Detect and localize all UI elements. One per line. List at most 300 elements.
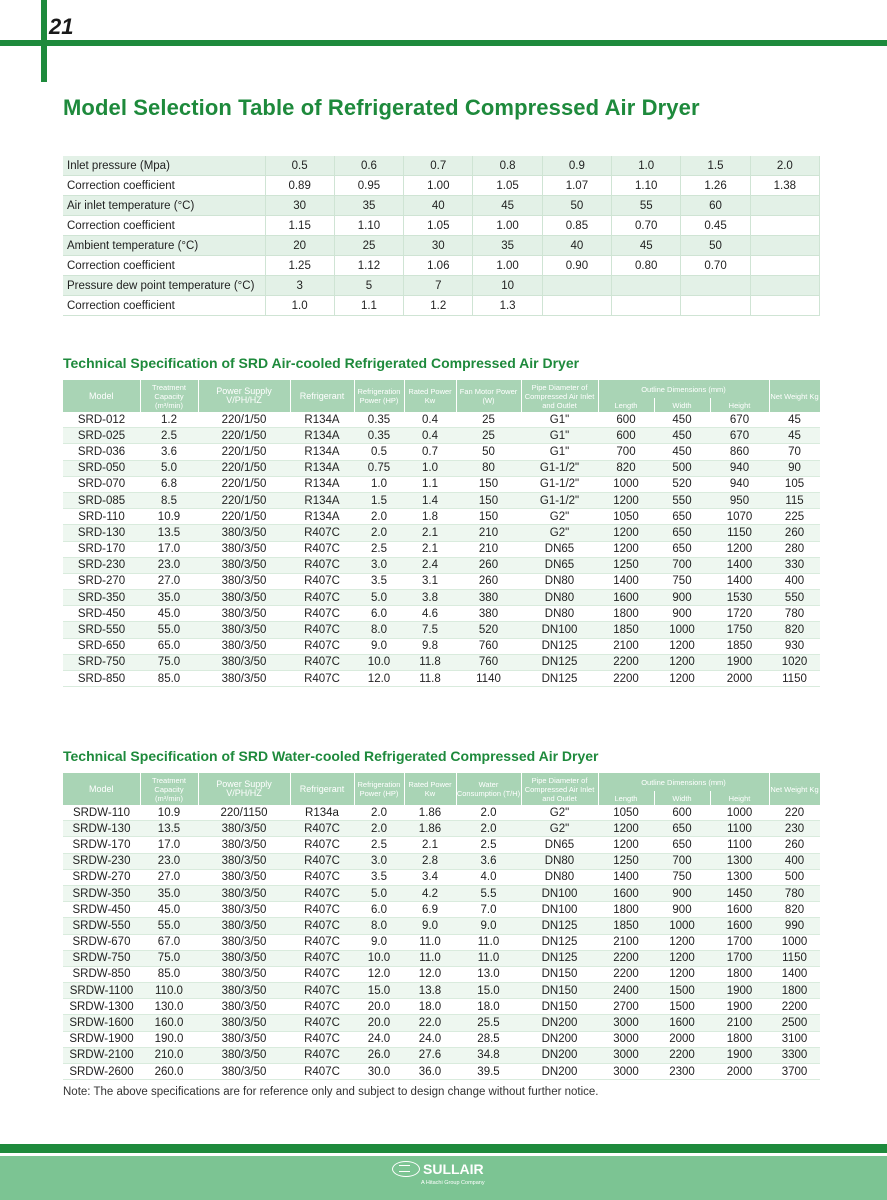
table-cell: SRD-012 (63, 412, 140, 428)
table-cell: DN65 (521, 557, 598, 573)
table-cell: 1200 (598, 541, 654, 557)
table-cell: 2.8 (404, 853, 456, 869)
table-cell: 3.0 (354, 853, 404, 869)
table-cell: SRDW-1100 (63, 983, 140, 999)
table-cell: 1300 (710, 869, 769, 885)
table-cell: 1100 (710, 837, 769, 853)
table-cell: 3000 (598, 1031, 654, 1047)
table-cell: 1400 (769, 966, 820, 982)
correction-cell: 0.90 (542, 256, 611, 276)
table-cell: DN125 (521, 638, 598, 654)
table-cell: 1800 (598, 606, 654, 622)
table-cell: 670 (710, 428, 769, 444)
correction-cell (681, 296, 750, 316)
table-cell: 380/3/50 (198, 1015, 290, 1031)
table-cell: 220 (769, 805, 820, 821)
table-cell: 670 (710, 412, 769, 428)
table-cell: 380/3/50 (198, 654, 290, 670)
correction-cell: 5 (334, 276, 403, 296)
table-cell: 2.4 (404, 557, 456, 573)
correction-cell: 1.26 (681, 176, 750, 196)
table-cell: R407C (290, 853, 354, 869)
table-cell: 1000 (598, 476, 654, 492)
table-cell: 2.1 (404, 525, 456, 541)
table-cell: 1400 (710, 573, 769, 589)
table-cell: 210 (456, 525, 521, 541)
table-cell: 220/1/50 (198, 444, 290, 460)
table-cell: 11.8 (404, 654, 456, 670)
col-refrigeration-power: Refrigeration Power (HP) (354, 380, 404, 412)
correction-row (63, 196, 820, 216)
table-cell: 1850 (598, 622, 654, 638)
correction-row (63, 276, 820, 296)
table-cell: 1000 (710, 805, 769, 821)
table-cell: 220/1/50 (198, 476, 290, 492)
table-cell: 260 (769, 525, 820, 541)
correction-cell (542, 296, 611, 316)
table-cell: 18.0 (404, 999, 456, 1015)
col-refrigerant: Refrigerant (290, 773, 354, 805)
table-cell: 1150 (710, 525, 769, 541)
table-cell: 13.8 (404, 983, 456, 999)
table-row (63, 885, 820, 901)
table-cell: 8.0 (354, 918, 404, 934)
table-cell: 380/3/50 (198, 1031, 290, 1047)
table-cell: 45 (769, 428, 820, 444)
correction-cell: 1.00 (473, 256, 542, 276)
table-cell: 1200 (654, 654, 710, 670)
correction-cell: 0.7 (404, 156, 473, 176)
table-cell: G2" (521, 509, 598, 525)
correction-cell: 1.05 (473, 176, 542, 196)
table-cell: 10.9 (140, 805, 198, 821)
correction-cell: 1.1 (334, 296, 403, 316)
table-cell: 13.0 (456, 966, 521, 982)
table-cell: G1" (521, 428, 598, 444)
table-cell: 6.0 (354, 606, 404, 622)
correction-cell: 55 (612, 196, 681, 216)
table-row (63, 492, 820, 508)
table-cell: SRDW-350 (63, 885, 140, 901)
table-cell: R407C (290, 983, 354, 999)
table-row (63, 444, 820, 460)
table-cell: R134A (290, 412, 354, 428)
table-cell: 220/1/50 (198, 460, 290, 476)
table-cell: R407C (290, 654, 354, 670)
table-cell: R407C (290, 885, 354, 901)
table-cell: DN150 (521, 983, 598, 999)
table-cell: R134A (290, 492, 354, 508)
table-cell: 940 (710, 476, 769, 492)
table-cell: 2200 (598, 966, 654, 982)
table-cell: 380/3/50 (198, 918, 290, 934)
correction-cell: 50 (681, 236, 750, 256)
table-cell: 23.0 (140, 557, 198, 573)
table-cell: 45.0 (140, 902, 198, 918)
correction-cell (750, 276, 819, 296)
table-cell: 1.86 (404, 805, 456, 821)
correction-cell: 40 (542, 236, 611, 256)
table-cell: 400 (769, 853, 820, 869)
table-cell: 55.0 (140, 622, 198, 638)
table-cell: 2.0 (354, 821, 404, 837)
table-row (63, 428, 820, 444)
col-net-weight: Net Weight Kg (769, 380, 820, 412)
table-cell: 820 (598, 460, 654, 476)
table-cell: 1800 (710, 966, 769, 982)
table-cell: SRDW-230 (63, 853, 140, 869)
correction-cell (750, 196, 819, 216)
table-cell: 450 (654, 412, 710, 428)
table-cell: 220/1/50 (198, 509, 290, 525)
table-cell: DN80 (521, 606, 598, 622)
table-cell: 1850 (598, 918, 654, 934)
footer-bar (0, 1144, 887, 1153)
table-cell: 2.0 (456, 805, 521, 821)
table-cell: 650 (654, 509, 710, 525)
table-cell: 3.5 (354, 573, 404, 589)
table-cell: 3300 (769, 1047, 820, 1063)
table-cell: 500 (769, 869, 820, 885)
col-rated-power: Rated Power Kw (404, 380, 456, 412)
col-fan-motor: Fan Motor Power (W) (456, 380, 521, 412)
correction-cell: 1.00 (404, 176, 473, 196)
correction-cell: 35 (473, 236, 542, 256)
table-cell: G1-1/2" (521, 492, 598, 508)
table-cell: 2200 (654, 1047, 710, 1063)
table-cell: DN65 (521, 541, 598, 557)
table-cell: 760 (456, 638, 521, 654)
water-cooled-spec-table (63, 773, 821, 1080)
table-cell: DN200 (521, 1031, 598, 1047)
table-cell: 12.0 (354, 671, 404, 687)
correction-cell: 45 (612, 236, 681, 256)
table-cell: 80 (456, 460, 521, 476)
table-cell: 85.0 (140, 671, 198, 687)
table-cell: 260 (456, 573, 521, 589)
correction-row (63, 156, 820, 176)
table-cell: 260 (456, 557, 521, 573)
table-cell: 150 (456, 492, 521, 508)
table-cell: R407C (290, 622, 354, 638)
table-cell: 2200 (598, 671, 654, 687)
correction-cell: 20 (265, 236, 334, 256)
table-cell: 450 (654, 444, 710, 460)
table-cell: 3.6 (140, 444, 198, 460)
table-cell: 2000 (654, 1031, 710, 1047)
table-cell: 0.4 (404, 428, 456, 444)
table-cell: 260.0 (140, 1064, 198, 1080)
table-cell: 24.0 (404, 1031, 456, 1047)
table-cell: 65.0 (140, 638, 198, 654)
table-cell: 1200 (598, 837, 654, 853)
table-row (63, 869, 820, 885)
table-cell: R407C (290, 869, 354, 885)
table-cell: 2.0 (456, 821, 521, 837)
table-cell: 8.5 (140, 492, 198, 508)
table-cell: SRDW-130 (63, 821, 140, 837)
table-cell: 50 (456, 444, 521, 460)
table-row (63, 1047, 820, 1063)
table-cell: 380/3/50 (198, 983, 290, 999)
correction-cell: 1.2 (404, 296, 473, 316)
table-cell: 3.8 (404, 590, 456, 606)
table-cell: R134A (290, 460, 354, 476)
correction-cell: 1.10 (612, 176, 681, 196)
table-cell: 4.2 (404, 885, 456, 901)
table-cell: R134A (290, 509, 354, 525)
col-height: Height (710, 791, 769, 805)
table-cell: 1200 (654, 934, 710, 950)
col-water-consumption: Water Consumption (T/H) (456, 773, 521, 805)
table-cell: 12.0 (404, 966, 456, 982)
table-cell: SRDW-1900 (63, 1031, 140, 1047)
table-cell: DN125 (521, 934, 598, 950)
table-cell: SRD-350 (63, 590, 140, 606)
table-cell: SRD-025 (63, 428, 140, 444)
table-cell: SRD-230 (63, 557, 140, 573)
table-cell: 9.0 (456, 918, 521, 934)
table-cell: SRDW-170 (63, 837, 140, 853)
table-cell: DN150 (521, 999, 598, 1015)
correction-table (63, 156, 820, 316)
col-pipe-diameter: Pipe Diameter of Compressed Air Inlet and Outlet (521, 773, 598, 805)
table-cell: 0.4 (404, 412, 456, 428)
correction-cell: 45 (473, 196, 542, 216)
table-cell: SRD-850 (63, 671, 140, 687)
table-cell: 520 (654, 476, 710, 492)
table-cell: 700 (654, 853, 710, 869)
col-outline: Outline Dimensions (mm) (598, 380, 769, 398)
table-cell: 1600 (598, 590, 654, 606)
table-cell: R407C (290, 1031, 354, 1047)
table-row (63, 525, 820, 541)
table-cell: G2" (521, 805, 598, 821)
table-cell: R407C (290, 590, 354, 606)
table-cell: 600 (598, 428, 654, 444)
table-cell: SRDW-450 (63, 902, 140, 918)
sullair-logo-icon (392, 1161, 420, 1177)
col-length: Length (598, 791, 654, 805)
table-cell: 230 (769, 821, 820, 837)
table-cell: 400 (769, 573, 820, 589)
table-cell: 1600 (710, 918, 769, 934)
table-cell: 3.0 (354, 557, 404, 573)
table-cell: 380/3/50 (198, 557, 290, 573)
table-cell: G2" (521, 525, 598, 541)
table-cell: 1500 (654, 983, 710, 999)
correction-cell: 3 (265, 276, 334, 296)
table-cell: R407C (290, 1064, 354, 1080)
table-cell: 2200 (598, 950, 654, 966)
table-cell: 2100 (598, 934, 654, 950)
col-refrigerant: Refrigerant (290, 380, 354, 412)
table-cell: 3000 (598, 1047, 654, 1063)
table-cell: 3.5 (354, 869, 404, 885)
table-row (63, 557, 820, 573)
correction-cell: 1.0 (612, 156, 681, 176)
table-cell: 1000 (654, 622, 710, 638)
table-cell: DN80 (521, 573, 598, 589)
table-cell: DN200 (521, 1047, 598, 1063)
table-cell: 210.0 (140, 1047, 198, 1063)
col-model: Model (63, 380, 140, 412)
table-cell: 860 (710, 444, 769, 460)
correction-cell: 1.07 (542, 176, 611, 196)
table-cell: 1300 (710, 853, 769, 869)
table-cell: 380/3/50 (198, 671, 290, 687)
correction-cell (612, 276, 681, 296)
table-cell: DN200 (521, 1015, 598, 1031)
table-cell: 27.6 (404, 1047, 456, 1063)
table-cell: 3700 (769, 1064, 820, 1080)
col-power-supply: Power Supply V/PH/HZ (198, 773, 290, 805)
col-net-weight: Net Weight Kg (769, 773, 820, 805)
table-cell: 2200 (598, 654, 654, 670)
correction-cell: 1.25 (265, 256, 334, 276)
table-cell: 1530 (710, 590, 769, 606)
table-cell: 780 (769, 606, 820, 622)
table-cell: 0.7 (404, 444, 456, 460)
table-cell: 500 (654, 460, 710, 476)
table-cell: R407C (290, 918, 354, 934)
table-cell: DN150 (521, 966, 598, 982)
table-cell: 2700 (598, 999, 654, 1015)
table-cell: 760 (456, 654, 521, 670)
table-cell: 3100 (769, 1031, 820, 1047)
table-cell: 3.6 (456, 853, 521, 869)
table-cell: 25 (456, 412, 521, 428)
table-cell: 1850 (710, 638, 769, 654)
correction-row (63, 236, 820, 256)
table-cell: 2500 (769, 1015, 820, 1031)
table-cell: 1500 (654, 999, 710, 1015)
table-row (63, 1064, 820, 1080)
correction-cell (681, 276, 750, 296)
correction-cell: 0.70 (681, 256, 750, 276)
table-cell: 1140 (456, 671, 521, 687)
correction-cell (542, 276, 611, 296)
table-cell: 110.0 (140, 983, 198, 999)
table-cell: 20.0 (354, 999, 404, 1015)
table-cell: 1400 (598, 573, 654, 589)
table-cell: R407C (290, 525, 354, 541)
table-cell: 990 (769, 918, 820, 934)
table-cell: DN100 (521, 622, 598, 638)
table-cell: 1070 (710, 509, 769, 525)
table-cell: 380/3/50 (198, 525, 290, 541)
table-cell: 2.5 (354, 837, 404, 853)
table-cell: 25.5 (456, 1015, 521, 1031)
table-cell: 330 (769, 557, 820, 573)
table-cell: R407C (290, 934, 354, 950)
table-cell: 17.0 (140, 541, 198, 557)
col-capacity: Treatment Capacity (m³/min) (140, 773, 198, 805)
table-cell: 36.0 (404, 1064, 456, 1080)
table-cell: 3.1 (404, 573, 456, 589)
table-cell: 900 (654, 606, 710, 622)
table-cell: 1400 (710, 557, 769, 573)
table-cell: 1600 (654, 1015, 710, 1031)
correction-label: Inlet pressure (Mpa) (63, 156, 265, 176)
table-cell: 380/3/50 (198, 950, 290, 966)
table-cell: 380/3/50 (198, 902, 290, 918)
table-cell: 11.8 (404, 671, 456, 687)
table-cell: DN80 (521, 853, 598, 869)
col-model: Model (63, 773, 140, 805)
table-cell: 11.0 (456, 934, 521, 950)
table-cell: 20.0 (354, 1015, 404, 1031)
table-cell: SRDW-670 (63, 934, 140, 950)
correction-cell: 7 (404, 276, 473, 296)
col-width: Width (654, 398, 710, 412)
table-cell: 2400 (598, 983, 654, 999)
table-cell: 1000 (654, 918, 710, 934)
table-cell: SRDW-1600 (63, 1015, 140, 1031)
table-cell: G1" (521, 444, 598, 460)
table-cell: 5.0 (354, 885, 404, 901)
table-cell: 6.8 (140, 476, 198, 492)
correction-cell: 1.12 (334, 256, 403, 276)
table-cell: G1" (521, 412, 598, 428)
correction-cell: 1.0 (265, 296, 334, 316)
table-cell: 5.0 (140, 460, 198, 476)
table-cell: 1.5 (354, 492, 404, 508)
table-cell: 28.5 (456, 1031, 521, 1047)
table-cell: 700 (598, 444, 654, 460)
correction-cell: 0.45 (681, 216, 750, 236)
table-cell: 900 (654, 885, 710, 901)
correction-cell: 0.5 (265, 156, 334, 176)
correction-cell: 1.15 (265, 216, 334, 236)
table-cell: R407C (290, 1047, 354, 1063)
table-row (63, 460, 820, 476)
brand-name: SULLAIR (423, 1161, 484, 1177)
table-cell: 940 (710, 460, 769, 476)
table-cell: R134A (290, 428, 354, 444)
table-cell: 1000 (769, 934, 820, 950)
correction-cell: 0.8 (473, 156, 542, 176)
table-cell: 70 (769, 444, 820, 460)
table-cell: 2.1 (404, 837, 456, 853)
table-cell: 3000 (598, 1015, 654, 1031)
table-row (63, 606, 820, 622)
table-cell: 750 (654, 573, 710, 589)
air-cooled-title: Technical Specification of SRD Air-cooled Refrigerated Compressed Air Dryer (63, 355, 580, 371)
correction-cell: 10 (473, 276, 542, 296)
table-cell: SRD-550 (63, 622, 140, 638)
table-cell: 225 (769, 509, 820, 525)
table-cell: 26.0 (354, 1047, 404, 1063)
table-cell: 24.0 (354, 1031, 404, 1047)
table-cell: DN100 (521, 885, 598, 901)
table-cell: 2300 (654, 1064, 710, 1080)
table-cell: 190.0 (140, 1031, 198, 1047)
table-cell: G1-1/2" (521, 460, 598, 476)
table-cell: SRD-085 (63, 492, 140, 508)
table-cell: 75.0 (140, 950, 198, 966)
table-cell: 1800 (769, 983, 820, 999)
table-cell: 220/1/50 (198, 492, 290, 508)
table-cell: 5.0 (354, 590, 404, 606)
table-row (63, 966, 820, 982)
correction-label: Correction coefficient (63, 176, 265, 196)
table-cell: G1-1/2" (521, 476, 598, 492)
table-cell: 25 (456, 428, 521, 444)
correction-cell: 1.3 (473, 296, 542, 316)
correction-row (63, 296, 820, 316)
col-pipe-diameter: Pipe Diameter of Compressed Air Inlet and Outlet (521, 380, 598, 412)
